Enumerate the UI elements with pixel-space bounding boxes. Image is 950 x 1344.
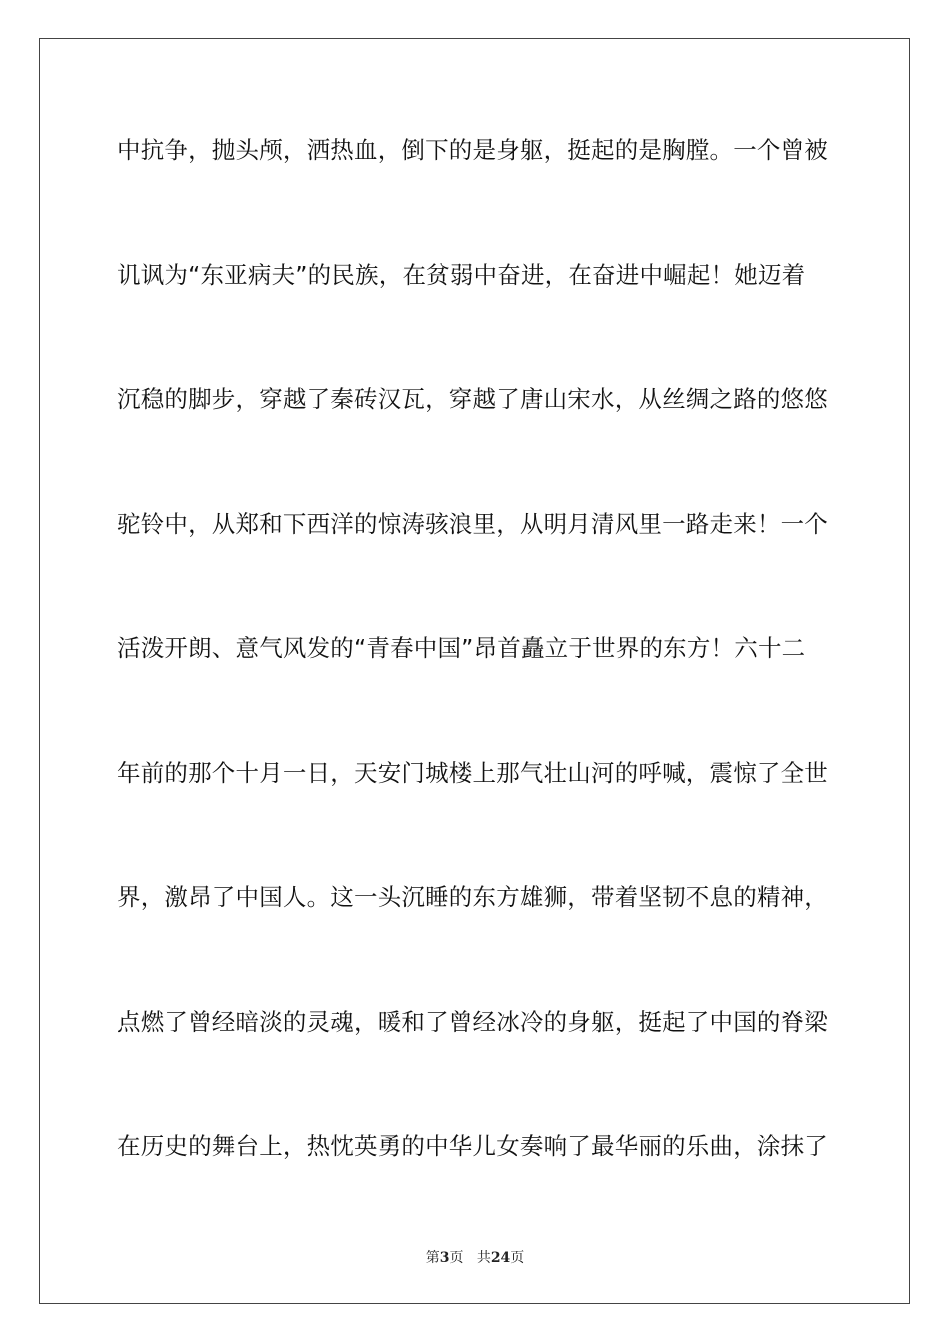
text-line: 在历史的舞台上，热忱英勇的中华儿女奏响了最华丽的乐曲，涂抹了 xyxy=(117,1132,828,1160)
total-page-count: 24 xyxy=(490,1250,511,1266)
text-line: 沉稳的脚步，穿越了秦砖汉瓦，穿越了唐山宋水，从丝绸之路的悠悠 xyxy=(117,385,828,413)
text-line: 活泼开朗、意气风发的“青春中国”昂首矗立于世界的东方！六十二 xyxy=(117,634,806,662)
text-line: 讥讽为“东亚病夫”的民族，在贫弱中奋进，在奋进中崛起！她迈着 xyxy=(117,260,806,289)
text-line: 驼铃中，从郑和下西洋的惊涛骇浪里，从明月清风里一路走来！一个 xyxy=(117,509,828,538)
page-prefix: 第 xyxy=(425,1250,440,1266)
current-page-number: 3 xyxy=(439,1250,450,1266)
page-suffix: 页 xyxy=(449,1250,464,1266)
total-suffix: 页 xyxy=(510,1250,525,1266)
total-prefix: 共 xyxy=(476,1250,491,1266)
text-line: 中抗争，抛头颅，洒热血，倒下的是身躯，挺起的是胸膛。一个曾被 xyxy=(117,136,828,164)
text-line: 界，激昂了中国人。这一头沉睡的东方雄狮，带着坚韧不息的精神， xyxy=(117,883,828,911)
page-number-footer xyxy=(0,1247,950,1267)
text-line: 年前的那个十月一日，天安门城楼上那气壮山河的呼喊，震惊了全世 xyxy=(117,758,828,787)
text-line: 点燃了曾经暗淡的灵魂，暖和了曾经冰冷的身躯，挺起了中国的脊梁 xyxy=(117,1007,828,1036)
body-text xyxy=(117,128,833,1249)
